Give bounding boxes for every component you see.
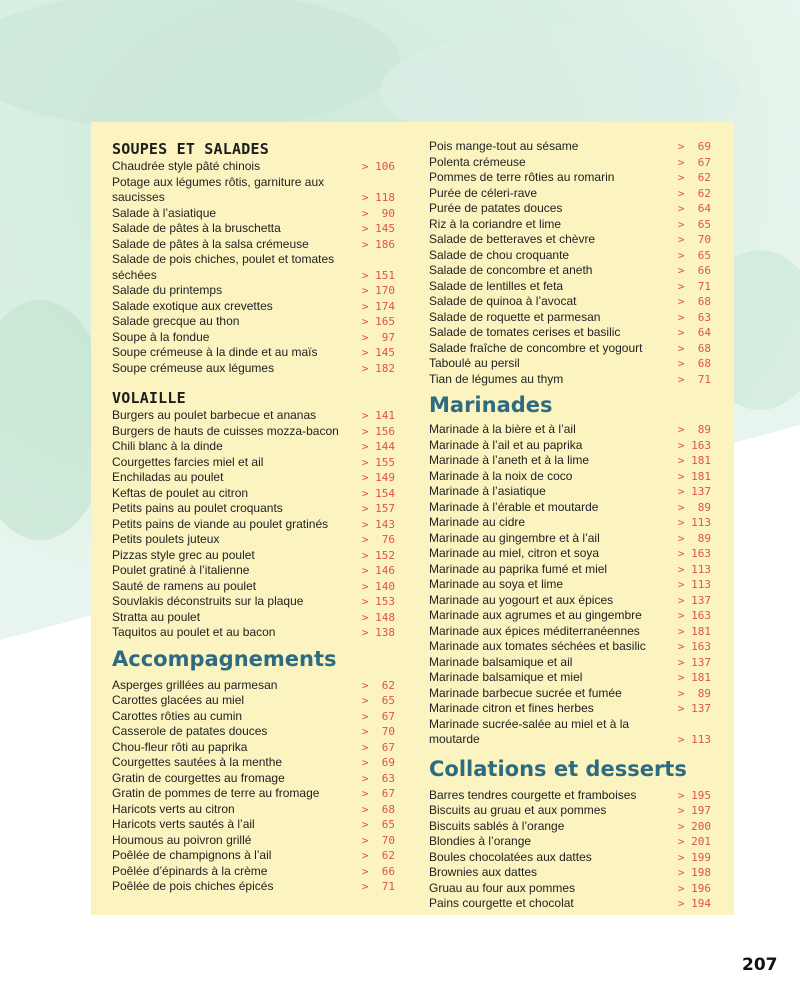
entry-page-ref: > 62 <box>361 678 395 692</box>
entry-title: Soupe crémeuse à la dinde et au maïs <box>112 345 318 359</box>
entry-page-ref: > 70 <box>361 833 395 847</box>
entry-title: Sauté de ramens au poulet <box>112 578 257 593</box>
index-panel <box>91 122 734 915</box>
entry-title: Stratta au poulet <box>112 609 201 624</box>
entry-page-ref: > 70 <box>361 725 395 738</box>
index-entry <box>112 501 395 517</box>
entry-page-ref: > 181 <box>677 454 711 467</box>
entry-title: Burgers de hauts de cuisses mozza-bacon <box>112 423 339 438</box>
entry-title: Purée de céleri-rave <box>429 185 538 200</box>
entry-title: Gratin de courgettes au fromage <box>112 770 285 785</box>
entry-page-ref: > 170 <box>361 284 395 297</box>
entry-page-ref: > 90 <box>361 206 395 220</box>
index-entry <box>112 625 395 641</box>
entry-page-ref: > 137 <box>677 485 711 498</box>
entry-page-ref: > 65 <box>677 217 711 231</box>
entry-page-ref: > 63 <box>677 310 711 324</box>
index-entry <box>112 408 395 424</box>
entry-title: Courgettes farcies miel et ail <box>112 454 264 469</box>
entry-title: Salade de quinoa à l’avocat <box>429 294 577 308</box>
entry-page-ref: > 154 <box>361 486 395 500</box>
entry-title: Marinade au miel, citron et soya <box>429 546 600 560</box>
entry-page-ref: > 195 <box>677 788 711 802</box>
entry-page-ref: > 152 <box>361 548 395 562</box>
index-entry <box>112 424 395 440</box>
entry-title: Salade de pois chiches, poulet et tomates séchées <box>112 252 335 282</box>
index-entry <box>112 252 395 283</box>
entry-title: Haricots verts au citron <box>112 801 235 816</box>
index-entry <box>429 803 711 819</box>
index-entry <box>112 237 395 253</box>
entry-title: Marinade à l’érable et moutarde <box>429 499 599 514</box>
section-title-collations-et-desserts: Collations et desserts <box>429 756 687 781</box>
index-entry <box>429 201 711 217</box>
entry-title: Pizzas style grec au poulet <box>112 547 255 562</box>
entry-title: Souvlakis déconstruits sur la plaque <box>112 594 304 608</box>
entry-title: Marinade au yogourt et aux épices <box>429 592 614 607</box>
entry-title: Riz à la coriandre et lime <box>429 216 562 231</box>
entry-title: Marinade au gingembre et à l’ail <box>429 530 600 545</box>
entry-page-ref: > 163 <box>677 547 711 560</box>
entry-title: Haricots verts sautés à l’ail <box>112 817 255 831</box>
entry-page-ref: > 62 <box>677 186 711 200</box>
index-entry <box>112 330 395 346</box>
entry-title: Burgers au poulet barbecue et ananas <box>112 408 317 422</box>
entry-title: Pommes de terre rôties au romarin <box>429 170 615 184</box>
entry-page-ref: > 66 <box>361 864 395 878</box>
entry-page-ref: > 196 <box>677 881 711 895</box>
entry-title: Pains courgette et chocolat <box>429 896 574 910</box>
entry-title: Chili blanc à la dinde <box>112 439 223 453</box>
index-entry <box>429 500 711 516</box>
entry-page-ref: > 63 <box>361 771 395 785</box>
entry-title: Keftas de poulet au citron <box>112 485 249 500</box>
entry-page-ref: > 182 <box>361 361 395 375</box>
entry-page-ref: > 70 <box>677 233 711 246</box>
index-entry <box>112 314 395 330</box>
index-entry <box>429 310 711 326</box>
entry-page-ref: > 137 <box>677 593 711 607</box>
entry-page-ref: > 194 <box>677 897 711 910</box>
entry-page-ref: > 146 <box>361 564 395 577</box>
entry-page-ref: > 163 <box>677 609 711 622</box>
entry-page-ref: > 156 <box>361 424 395 438</box>
entry-title: Carottes glacées au miel <box>112 693 245 707</box>
right-column <box>429 139 711 912</box>
entry-title: Marinade au soya et lime <box>429 577 564 591</box>
entry-page-ref: > 199 <box>677 850 711 864</box>
entry-title: Polenta crémeuse <box>429 154 526 169</box>
entry-page-ref: > 198 <box>677 866 711 879</box>
entry-title: Salade exotique aux crevettes <box>112 298 273 313</box>
index-entry <box>112 548 395 564</box>
entry-page-ref: > 186 <box>361 237 395 251</box>
entry-page-ref: > 181 <box>677 624 711 638</box>
entry-page-ref: > 163 <box>677 640 711 653</box>
index-entry <box>429 469 711 485</box>
entry-title: Marinade au paprika fumé et miel <box>429 561 608 576</box>
index-entry <box>429 788 711 804</box>
entry-title: Marinade à l’aneth et à la lime <box>429 453 590 467</box>
entry-page-ref: > 138 <box>361 626 395 639</box>
soupes-list <box>112 159 395 376</box>
entry-title: Marinade au cidre <box>429 515 526 529</box>
index-entry <box>429 170 711 186</box>
accompagnements-list-continued <box>429 139 711 387</box>
index-entry <box>112 455 395 471</box>
entry-title: Enchiladas au poulet <box>112 470 224 484</box>
index-entry <box>429 608 711 624</box>
entry-title: Taboulé au persil <box>429 356 520 370</box>
index-entry <box>429 834 711 850</box>
entry-title: Marinade balsamique et ail <box>429 654 573 669</box>
index-entry <box>112 879 395 895</box>
entry-title: Boules chocolatées aux dattes <box>429 849 592 864</box>
entry-title: Marinade aux tomates séchées et basilic <box>429 639 646 653</box>
entry-title: Poêlée d’épinards à la crème <box>112 863 268 878</box>
index-entry <box>112 848 395 864</box>
index-entry <box>429 217 711 233</box>
entry-title: Marinade citron et fines herbes <box>429 701 594 715</box>
entry-page-ref: > 174 <box>361 299 395 313</box>
index-entry <box>429 896 711 912</box>
entry-title: Biscuits sablés à l’orange <box>429 818 565 833</box>
entry-title: Poêlée de champignons à l’ail <box>112 848 272 862</box>
entry-page-ref: > 69 <box>361 756 395 769</box>
index-entry <box>112 159 395 175</box>
entry-page-ref: > 68 <box>677 341 711 355</box>
entry-title: Salade fraîche de concombre et yogourt <box>429 340 643 355</box>
entry-page-ref: > 68 <box>361 802 395 816</box>
index-entry <box>112 755 395 771</box>
entry-page-ref: > 68 <box>677 295 711 308</box>
index-entry <box>429 186 711 202</box>
index-entry <box>429 624 711 640</box>
entry-title: Marinade balsamique et miel <box>429 670 583 684</box>
entry-page-ref: > 140 <box>361 579 395 593</box>
index-entry <box>112 802 395 818</box>
entry-page-ref: > 200 <box>677 819 711 833</box>
index-entry <box>112 678 395 694</box>
index-entry <box>429 850 711 866</box>
index-entry <box>429 294 711 310</box>
entry-page-ref: > 143 <box>361 517 395 531</box>
entry-title: Poêlée de pois chiches épicés <box>112 879 274 893</box>
entry-page-ref: > 157 <box>361 502 395 515</box>
index-entry <box>112 610 395 626</box>
entry-title: Salade de lentilles et feta <box>429 278 564 293</box>
entry-title: Brownies aux dattes <box>429 865 538 879</box>
index-entry <box>429 717 711 748</box>
index-entry <box>429 562 711 578</box>
entry-title: Marinade sucrée-salée au miel et à la moutarde <box>429 716 630 746</box>
entry-page-ref: > 71 <box>677 279 711 293</box>
entry-page-ref: > 149 <box>361 471 395 484</box>
entry-title: Blondies à l’orange <box>429 834 532 848</box>
index-entry <box>429 655 711 671</box>
entry-title: Marinade barbecue sucrée et fumée <box>429 685 622 700</box>
entry-title: Purée de patates douces <box>429 201 563 215</box>
index-entry <box>112 175 395 206</box>
entry-page-ref: > 141 <box>361 409 395 422</box>
entry-page-ref: > 89 <box>677 531 711 545</box>
entry-page-ref: > 62 <box>677 171 711 184</box>
index-entry <box>429 881 711 897</box>
entry-page-ref: > 89 <box>677 686 711 700</box>
entry-page-ref: > 67 <box>677 155 711 169</box>
entry-title: Salade du printemps <box>112 283 223 297</box>
index-entry <box>429 453 711 469</box>
entry-page-ref: > 137 <box>677 655 711 669</box>
entry-page-ref: > 65 <box>361 694 395 707</box>
index-entry <box>429 577 711 593</box>
entry-title: Tian de légumes au thym <box>429 371 564 386</box>
section-title-marinades: Marinades <box>429 393 553 417</box>
entry-title: Gruau au four aux pommes <box>429 880 576 895</box>
entry-page-ref: > 65 <box>677 248 711 262</box>
entry-page-ref: > 64 <box>677 202 711 215</box>
entry-page-ref: > 201 <box>677 835 711 848</box>
index-entry <box>112 817 395 833</box>
entry-title: Petits pains au poulet croquants <box>112 501 283 515</box>
entry-page-ref: > 165 <box>361 315 395 328</box>
entry-title: Courgettes sautées à la menthe <box>112 755 283 769</box>
index-entry <box>429 865 711 881</box>
index-entry <box>112 221 395 237</box>
index-entry <box>429 438 711 454</box>
index-entry <box>112 740 395 756</box>
entry-page-ref: > 181 <box>677 671 711 684</box>
index-entry <box>112 283 395 299</box>
entry-title: Chou-fleur rôti au paprika <box>112 739 248 754</box>
entry-page-ref: > 67 <box>361 787 395 800</box>
index-entry <box>112 594 395 610</box>
entry-page-ref: > 145 <box>361 346 395 359</box>
entry-title: Potage aux légumes rôtis, garniture aux saucisses <box>112 174 325 204</box>
section-title-volaille: VOLAILLE <box>112 389 186 407</box>
entry-title: Marinade aux agrumes et au gingembre <box>429 608 642 622</box>
accompagnements-list <box>112 678 395 895</box>
index-entry <box>112 486 395 502</box>
entry-title: Salade grecque au thon <box>112 314 240 328</box>
index-entry <box>429 341 711 357</box>
entry-page-ref: > 106 <box>361 160 395 173</box>
entry-page-ref: > 113 <box>677 733 711 746</box>
entry-title: Chaudrée style pâté chinois <box>112 159 261 173</box>
entry-page-ref: > 145 <box>361 222 395 235</box>
index-entry <box>429 155 711 171</box>
entry-title: Marinade à la bière et à l’ail <box>429 422 576 436</box>
entry-title: Taquitos au poulet et au bacon <box>112 625 276 639</box>
index-entry <box>429 232 711 248</box>
entry-title: Pois mange-tout au sésame <box>429 139 579 153</box>
entry-page-ref: > 118 <box>361 191 395 204</box>
index-entry <box>112 299 395 315</box>
entry-title: Carottes rôties au cumin <box>112 708 243 723</box>
index-entry <box>112 786 395 802</box>
entry-page-ref: > 71 <box>361 880 395 893</box>
entry-page-ref: > 76 <box>361 533 395 546</box>
entry-title: Salade de roquette et parmesan <box>429 309 601 324</box>
entry-title: Soupe crémeuse aux légumes <box>112 360 275 375</box>
entry-page-ref: > 197 <box>677 804 711 817</box>
entry-title: Salade de betteraves et chèvre <box>429 232 596 246</box>
entry-title: Petits pains de viande au poulet gratinés <box>112 516 329 531</box>
volaille-list <box>112 408 395 641</box>
entry-title: Salade de pâtes à la salsa crémeuse <box>112 236 309 251</box>
entry-title: Asperges grillées au parmesan <box>112 677 278 692</box>
entry-title: Salade de tomates cerises et basilic <box>429 325 621 339</box>
entry-page-ref: > 163 <box>677 438 711 452</box>
left-column <box>112 139 395 895</box>
entry-page-ref: > 137 <box>677 702 711 715</box>
index-entry <box>112 439 395 455</box>
entry-title: Marinade à la noix de coco <box>429 468 573 483</box>
marinades-list <box>429 422 711 748</box>
index-entry <box>112 579 395 595</box>
entry-page-ref: > 67 <box>361 740 395 754</box>
index-entry <box>429 546 711 562</box>
index-entry <box>112 470 395 486</box>
entry-page-ref: > 181 <box>677 469 711 483</box>
index-entry <box>429 248 711 264</box>
entry-page-ref: > 144 <box>361 440 395 453</box>
entry-page-ref: > 155 <box>361 455 395 469</box>
entry-page-ref: > 113 <box>677 516 711 529</box>
section-title-soupes-et-salades: SOUPES ET SALADES <box>112 140 269 158</box>
index-entry <box>429 422 711 438</box>
index-entry <box>429 325 711 341</box>
entry-title: Salade de chou croquante <box>429 247 570 262</box>
entry-title: Houmous au poivron grillé <box>112 832 252 847</box>
entry-page-ref: > 62 <box>361 849 395 862</box>
entry-page-ref: > 67 <box>361 709 395 723</box>
entry-title: Marinade à l’ail et au paprika <box>429 437 583 452</box>
index-entry <box>112 709 395 725</box>
index-entry <box>429 686 711 702</box>
entry-page-ref: > 97 <box>361 330 395 344</box>
index-entry <box>429 531 711 547</box>
index-entry <box>429 279 711 295</box>
entry-page-ref: > 64 <box>677 326 711 339</box>
index-entry <box>429 484 711 500</box>
index-entry <box>112 532 395 548</box>
index-entry <box>429 639 711 655</box>
entry-title: Salade à l’asiatique <box>112 205 217 220</box>
entry-page-ref: > 69 <box>677 140 711 153</box>
index-entry <box>429 819 711 835</box>
entry-page-ref: > 113 <box>677 578 711 591</box>
entry-title: Salade de pâtes à la bruschetta <box>112 221 281 235</box>
entry-title: Casserole de patates douces <box>112 724 268 738</box>
entry-page-ref: > 148 <box>361 610 395 624</box>
entry-title: Marinade à l’asiatique <box>429 484 546 498</box>
entry-page-ref: > 113 <box>677 562 711 576</box>
entry-title: Biscuits au gruau et aux pommes <box>429 803 607 817</box>
section-title-accompagnements: Accompagnements <box>112 646 337 671</box>
page-number: 207 <box>742 955 778 975</box>
entry-page-ref: > 89 <box>677 500 711 514</box>
index-entry <box>429 263 711 279</box>
collations-list <box>429 788 711 912</box>
entry-title: Barres tendres courgette et framboises <box>429 787 637 802</box>
entry-page-ref: > 68 <box>677 357 711 370</box>
index-entry <box>429 515 711 531</box>
entry-page-ref: > 65 <box>361 818 395 831</box>
index-entry <box>429 139 711 155</box>
index-entry <box>112 563 395 579</box>
index-entry <box>112 693 395 709</box>
entry-title: Salade de concombre et aneth <box>429 263 593 277</box>
index-entry <box>429 593 711 609</box>
index-entry <box>112 724 395 740</box>
entry-page-ref: > 89 <box>677 423 711 436</box>
index-entry <box>112 361 395 377</box>
index-entry <box>429 356 711 372</box>
entry-page-ref: > 153 <box>361 595 395 608</box>
entry-title: Petits poulets juteux <box>112 532 220 546</box>
index-entry <box>112 833 395 849</box>
index-entry <box>112 864 395 880</box>
index-entry <box>112 345 395 361</box>
index-entry <box>112 771 395 787</box>
index-entry <box>112 517 395 533</box>
entry-title: Marinade aux épices méditerranéennes <box>429 623 640 638</box>
entry-page-ref: > 71 <box>677 372 711 386</box>
entry-page-ref: > 151 <box>361 268 395 282</box>
index-entry <box>429 670 711 686</box>
entry-title: Gratin de pommes de terre au fromage <box>112 786 320 800</box>
index-entry <box>112 206 395 222</box>
entry-title: Poulet gratiné à l’italienne <box>112 563 250 577</box>
index-entry <box>429 372 711 388</box>
index-entry <box>429 701 711 717</box>
entry-title: Soupe à la fondue <box>112 329 210 344</box>
entry-page-ref: > 66 <box>677 264 711 277</box>
